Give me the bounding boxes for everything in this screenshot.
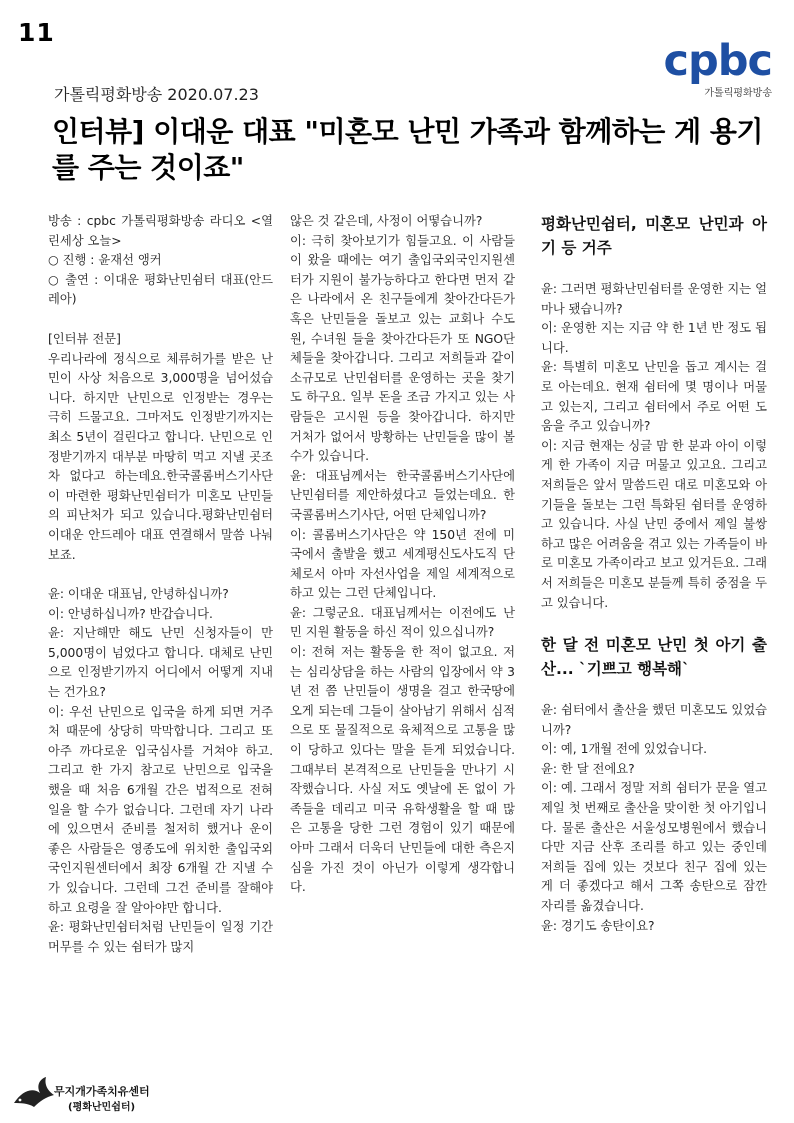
- column-1: [48, 212, 273, 957]
- interview-text: 윤: 이대운 대표님, 안녕하십니까? 이: 안녕하십니까? 반갑습니다. 윤: 지난해만 해도 난민 신청자들이 만 5,000명이 넘었다고 합니다. 대체로 난민으로 인정받기까지 어디에서 어떻게 지내는 건가요? 이: 우선 난민으로 입국을 하게 되면 거주처 때문에 상당히 막막합니다. 그리고 또 아주 까다로운 입국심사를 거쳐야 하고. 그리고 한 가지 참고로 난민으로 입국을 했을 때 처음 6개월 간은 법적으로 전혀 일을 할 수가 없습니다. 그런데 자기 나라에 있으면서 준비를 철저히 했거나 운이 좋은 사람들은 영종도에 위치한 출입국외국인지원센터에서 최장 6개월 간 지낼 수가 있습니다. 그런데 그건 준비를 잘해야 하고 요령을 잘 알아야만 합니다. 윤: 평화난민쉼터처럼 난민들이 일정 기간 머무를 수 있는 쉼터가 많지: [48, 587, 273, 954]
- intro-paragraph: 우리나라에 정식으로 체류허가를 받은 난민이 사상 처음으로 3,000명을 넘어섰습니다. 하지만 난민으로 인정받는 경우는 극히 드물고요. 그마저도 인정받기까지는 최소 5년이 걸린다고 합니다. 난민으로 인정받기까지 대부분 마땅히 먹고 지낼 곳조차 없다고 하는데요.한국콜롬버스기사단이 마련한 평화난민쉼터가 미혼모 난민들의 피난처가 되고 있습니다.평화난민쉼터 이대운 안드레아 대표 연결해서 말씀 나눠보죠.: [48, 351, 273, 562]
- interview-text: 않은 것 같은데, 사정이 어떻습니까? 이: 극히 찾아보기가 힘들고요. 이 사람들이 왔을 때에는 여기 출입국외국인지원센터가 지원이 불가능하다고 한다면 먼저 같은 나라에서 온 친구들에게 찾아간다든가 혹은 난민들을 돌보고 있는 교회나 수도원, 수녀원 들을 찾아간다든가 또 NGO단체들을 찾아갑니다. 그리고 저희들과 같이 소규모로 난민쉼터를 운영하는 곳을 찾기도 하구요. 일부 돈을 조금 가지고 있는 사람들은 고시원 등을 찾아갑니다. 하지만 거처가 없어서 방황하는 난민들을 많이 볼 수가 있습니다. 윤: 대표님께서는 한국콜롬버스기사단에 난민쉼터를 제안하셨다고 들었는데요. 한국콜롬버스기사단, 어떤 단체입니까? 이: 콜롬버스기사단은 약 150년 전에 미국에서 출발을 했고 세계평신도사도직 단체로서 아마 자선사업을 제일 세계적으로 하고 있는 그런 단체입니다. 윤: 그렇군요. 대표님께서는 이전에도 난민 지원 활동을 하신 적이 있으십니까? 이: 전혀 저는 활동을 한 적이 없고요. 저는 심리상담을 하는 사람의 입장에서 약 3년 전 쯤 난민들이 생명을 걸고 한국땅에 오게 되는데 그들이 살아남기 위해서 심적으로 또 물질적으로 육체적으로 고통을 많이 당하고 있다는 말을 듣게 되었습니다. 그때부터 본격적으로 난민들을 만나기 시작했습니다. 사실 저도 옛날에 돈 없이 가족들을 데리고 미국 유학생활을 할 때 많은 고통을 당한 그런 경험이 있기 때문에 아마 그래서 더욱더 난민들에 대한 측은지심을 가진 것이 아닌가 이렇게 생각합니다.: [290, 214, 515, 895]
- section-label: [인터뷰 전문]: [48, 331, 121, 346]
- article-columns: [0, 212, 794, 1062]
- logo-wordmark: cpbc: [663, 36, 772, 86]
- source-line: 가톨릭평화방송 2020.07.23: [54, 85, 259, 104]
- interview-text: 윤: 그러면 평화난민쉼터를 운영한 지는 얼마나 됐습니까? 이: 운영한 지는 지금 약 한 1년 반 정도 됩니다. 윤: 특별히 미혼모 난민을 돕고 계시는 걸로 아는데요. 현재 쉼터에 몇 명이나 머물고 있는지, 그리고 쉼터에서 주로 어떤 도움을 주고 있습니까? 이: 지금 현재는 싱글 맘 한 분과 아이 이렇게 한 가족이 지금 머물고 있고요. 그리고 저희들은 앞서 말씀드린 대로 미혼모와 아기들을 돌보는 그런 특화된 쉼터를 운영하고 있습니다. 사실 난민 중에서 제일 불쌍하고 많은 어려움을 겪고 있는 가족들이 바로 미혼모 가족이라고 보고 있거든요. 그래서 저희들은 미혼모 분들께 특히 중점을 두고 있습니다.: [541, 282, 767, 610]
- footer-sub: (평화난민쉼터): [68, 1102, 136, 1113]
- broadcast-info: 방송 : cpbc 가톨릭평화방송 라디오 <열린세상 오늘> ○ 진행 : 윤재선 앵커 ○ 출연 : 이대운 평화난민쉼터 대표(안드레아): [48, 214, 273, 307]
- logo-subtitle: 가톨릭평화방송: [704, 88, 772, 99]
- cpbc-logo: [642, 36, 772, 99]
- subheading: 한 달 전 미혼모 난민 첫 아기 출산... `기쁘고 행복해`: [541, 636, 767, 679]
- column-3: [541, 212, 767, 936]
- page-number: 11: [18, 18, 55, 47]
- footer-org: 무지개가족치유센터: [54, 1085, 150, 1098]
- subheading: 평화난민쉼터, 미혼모 난민과 아기 등 거주: [541, 215, 767, 257]
- headline: 인터뷰] 이대운 대표 "미혼모 난민 가족과 함께하는 게 용기를 주는 것이죠": [52, 115, 763, 184]
- interview-text: 윤: 쉼터에서 출산을 했던 미혼모도 있었습니까? 이: 예, 1개월 전에 있었습니다. 윤: 한 달 전에요? 이: 예. 그래서 정말 저희 쉼터가 문을 열고 제일 첫 번째로 출산을 맞이한 첫 아기입니다. 물론 출산은 서울성모병원에서 했습니다만 지금 산후 조리를 하고 있는 중인데 저희들 집에 있는 것보다 친구 집에 있는 게 더 좋겠다고 해서 그쪽 송탄으로 잠깐 자리를 옮겼습니다. 윤: 경기도 송탄이요?: [541, 703, 767, 933]
- column-2: [290, 212, 515, 898]
